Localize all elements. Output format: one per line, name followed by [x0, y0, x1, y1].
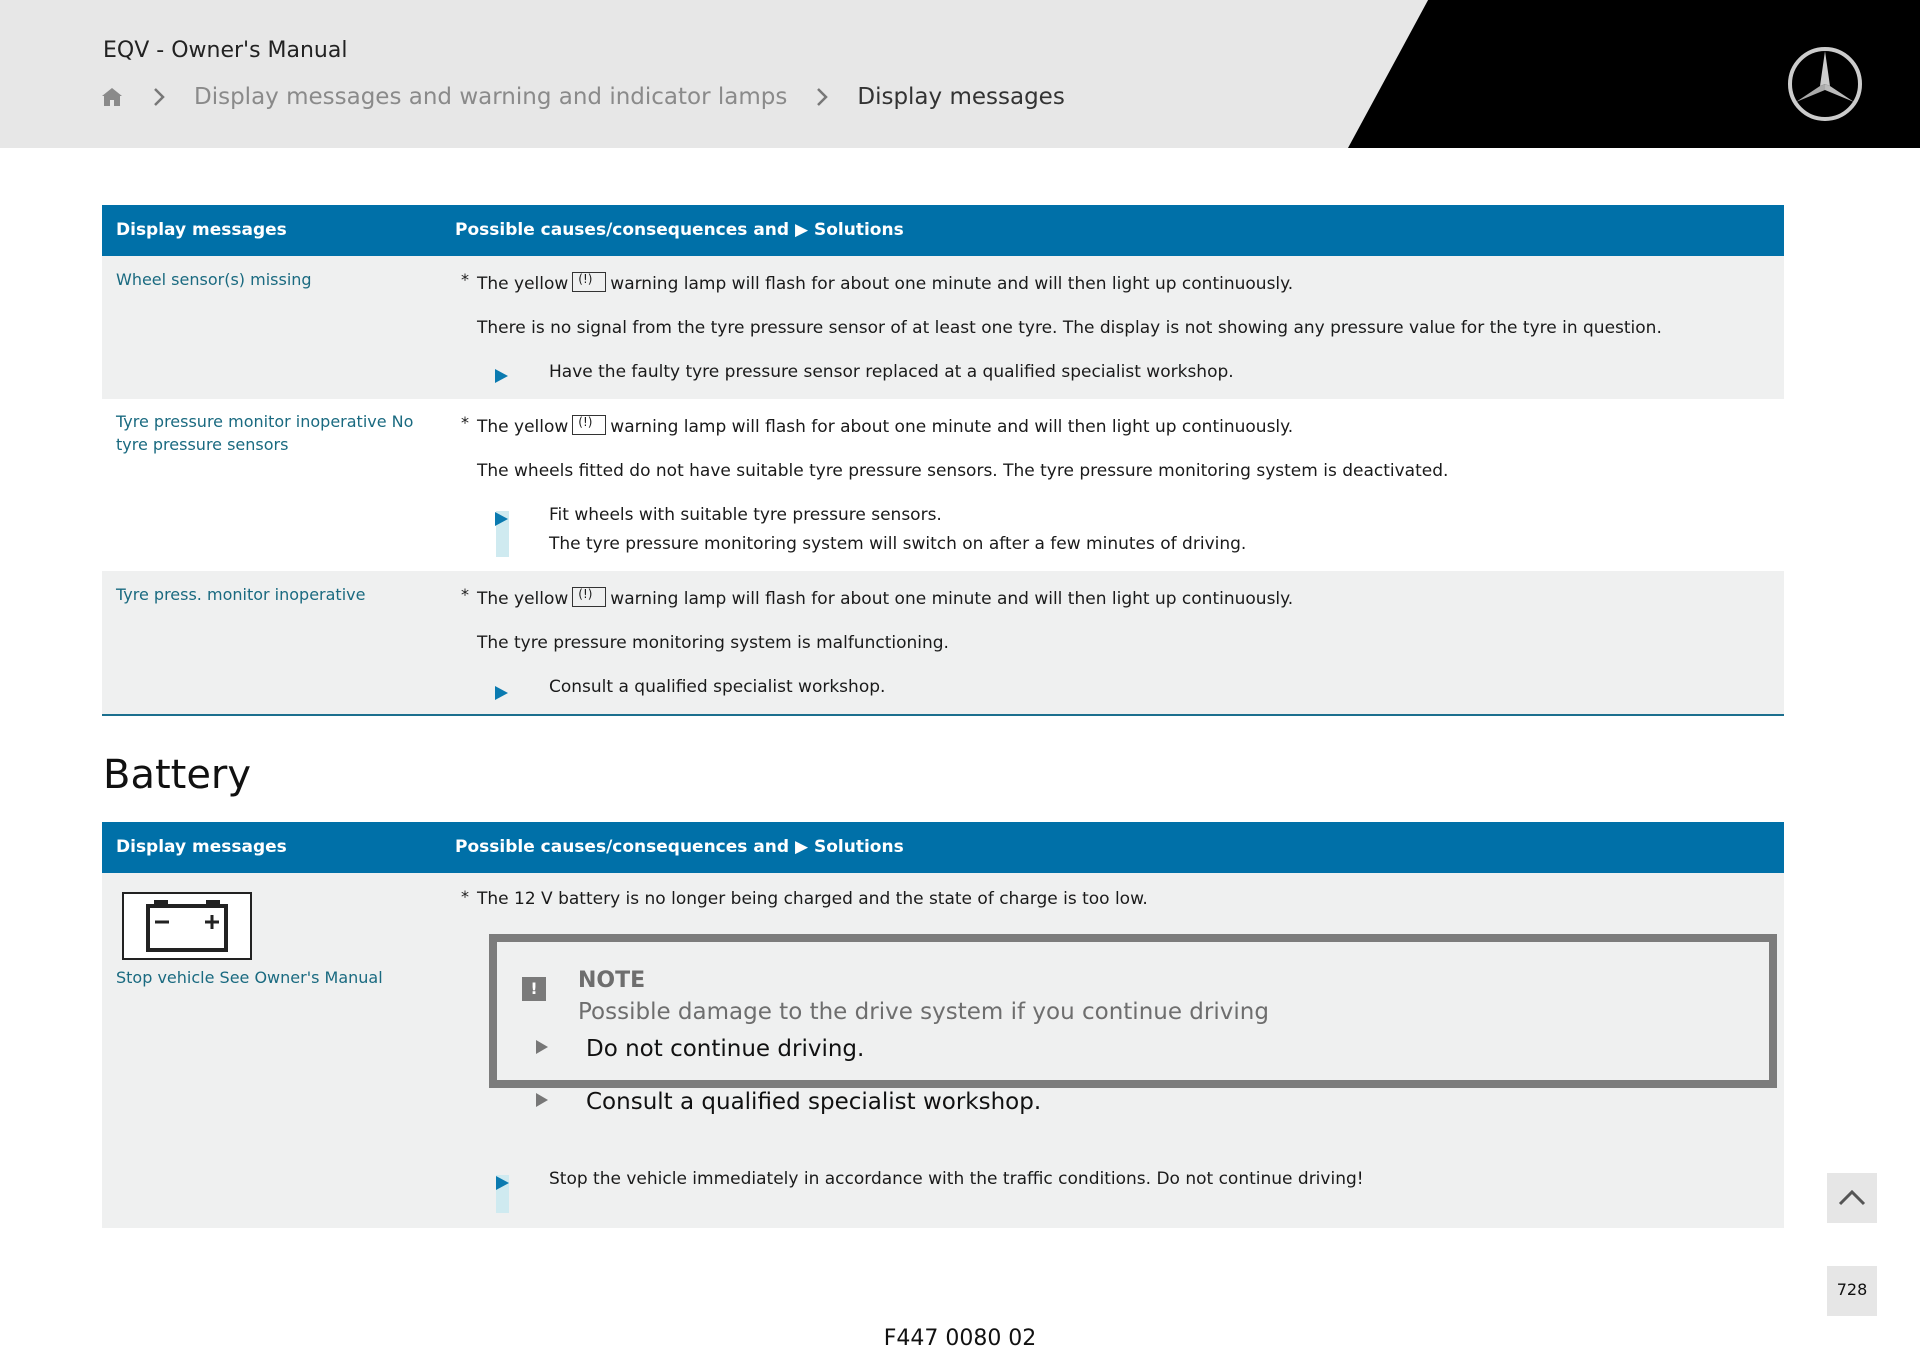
tyre-messages-table — [102, 205, 1784, 714]
message-link[interactable]: Wheel sensor(s) missing — [116, 270, 312, 289]
column-header-display-messages: Display messages — [116, 220, 287, 240]
solution-arrow-icon — [496, 1176, 509, 1190]
message-link[interactable]: Stop vehicle See Owner's Manual — [116, 968, 383, 987]
detail-text: There is no signal from the tyre pressure sensor of at least one tyre. The display is not showing any pressure value for the tyre in question. — [477, 318, 1662, 338]
chevron-right-icon — [815, 86, 829, 108]
solution-text: The tyre pressure monitoring system will switch on after a few minutes of driving. — [549, 534, 1247, 554]
triangle-right-icon — [536, 1040, 548, 1054]
column-header-causes-solutions: Possible causes/consequences and ▶ Solutions — [455, 837, 904, 857]
cause-text: * The yellow(!) warning lamp will flash for about one minute and will then light up continuously. — [477, 415, 1293, 437]
chevron-up-icon — [1838, 1187, 1866, 1207]
page-number-badge — [1827, 1266, 1877, 1316]
solution-text: Stop the vehicle immediately in accordance with the traffic conditions. Do not continue driving! — [549, 1169, 1364, 1189]
page-number: 728 — [1836, 1280, 1868, 1299]
message-link[interactable]: Tyre press. monitor inoperative — [116, 585, 366, 604]
tyre-pressure-warning-icon — [572, 415, 606, 435]
breadcrumb — [100, 80, 1065, 114]
note-item: Consult a qualified specialist workshop. — [536, 1089, 1041, 1115]
note-heading: NOTE — [578, 968, 646, 993]
breadcrumb-current: Display messages — [857, 84, 1065, 110]
breadcrumb-link-warning-lamps[interactable]: Display messages and warning and indicator lamps — [194, 84, 788, 110]
table-row — [102, 571, 1784, 714]
table-row — [102, 256, 1784, 399]
solution-text: Fit wheels with suitable tyre pressure sensors. — [549, 505, 942, 525]
solution-text: Consult a qualified specialist workshop. — [549, 677, 886, 697]
cause-text: * The yellow(!) warning lamp will flash for about one minute and will then light up continuously. — [477, 272, 1293, 294]
note-item: Do not continue driving. — [536, 1036, 864, 1062]
note-box — [489, 934, 1777, 1115]
note-subheading: Possible damage to the drive system if you continue driving — [578, 999, 1269, 1025]
solution-arrow-icon — [495, 512, 508, 526]
cause-text: * The yellow(!) warning lamp will flash for about one minute and will then light up continuously. — [477, 587, 1293, 609]
table-header — [102, 822, 1784, 873]
column-header-causes-solutions: Possible causes/consequences and ▶ Solutions — [455, 220, 904, 240]
solution-arrow-icon — [495, 369, 508, 383]
section-title-battery: Battery — [103, 752, 252, 798]
figure-code: F447 0080 02 — [883, 1326, 1037, 1351]
message-link[interactable]: Tyre pressure monitor inoperative No tyre pressure sensors — [116, 412, 414, 454]
triangle-right-icon — [536, 1093, 548, 1107]
page-header — [0, 0, 1920, 148]
document-title: EQV - Owner's Manual — [103, 38, 348, 63]
mercedes-star-icon[interactable] — [1787, 46, 1863, 122]
exclamation-icon: ! — [522, 977, 546, 1001]
cause-text: * The 12 V battery is no longer being charged and the state of charge is too low. — [461, 887, 1148, 909]
table-row — [102, 399, 1784, 571]
column-header-display-messages: Display messages — [116, 837, 287, 857]
home-icon[interactable] — [100, 85, 124, 109]
solution-text: Have the faulty tyre pressure sensor replaced at a qualified specialist workshop. — [549, 362, 1234, 382]
tyre-pressure-warning-icon — [572, 272, 606, 292]
solution-arrow-icon — [495, 686, 508, 700]
detail-text: The wheels fitted do not have suitable tyre pressure sensors. The tyre pressure monitoring system is deactivated. — [477, 461, 1449, 481]
tyre-pressure-warning-icon — [572, 587, 606, 607]
detail-text: The tyre pressure monitoring system is malfunctioning. — [477, 633, 949, 653]
battery-icon — [122, 892, 252, 960]
table-header — [102, 205, 1784, 256]
chevron-right-icon — [152, 86, 166, 108]
table-bottom-rule — [102, 714, 1784, 716]
scroll-to-top-button[interactable] — [1827, 1173, 1877, 1223]
